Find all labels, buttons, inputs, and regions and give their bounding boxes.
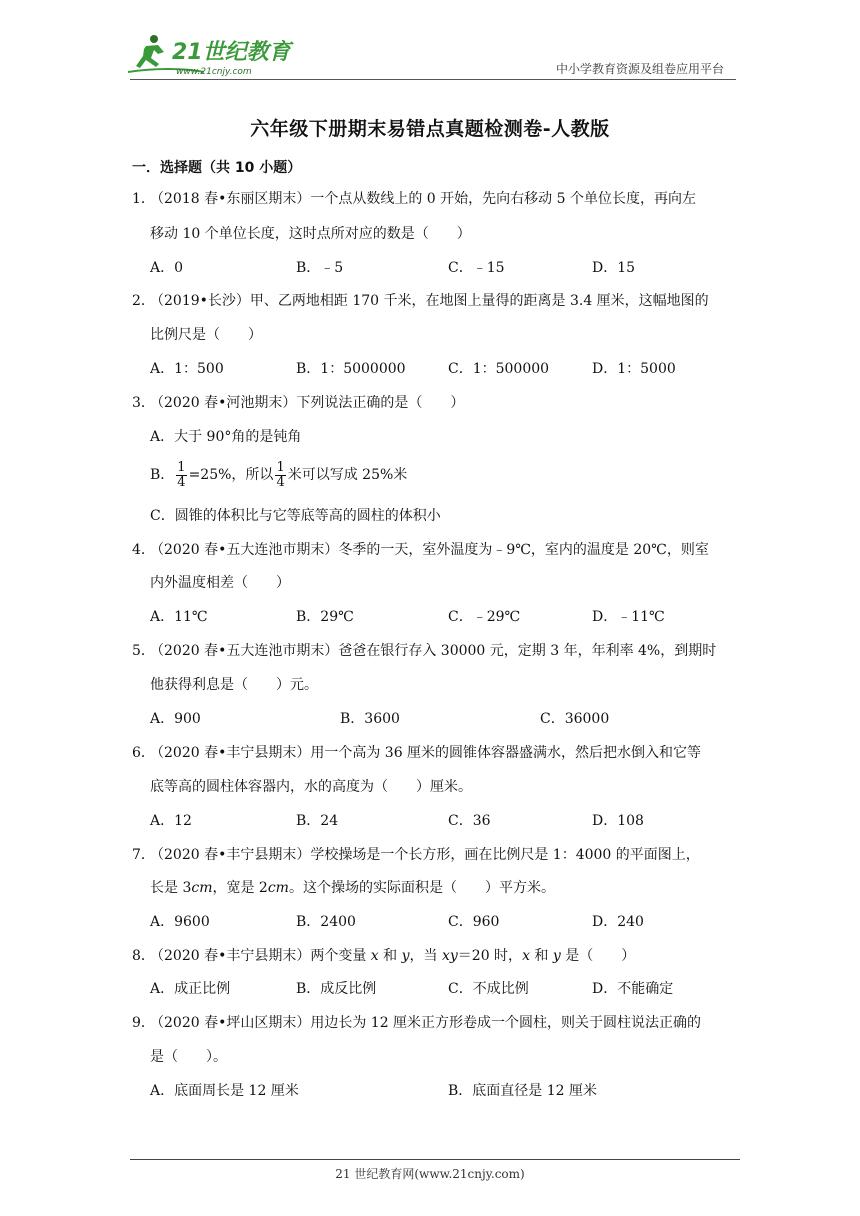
option-b: B．﹣5	[296, 260, 344, 276]
question-text: 他获得利息是（ ）元。	[150, 677, 318, 693]
header-divider	[130, 79, 736, 80]
option-b: B．24	[296, 813, 339, 829]
option-a: A．9600	[150, 914, 210, 930]
option-a: A．底面周长是 12 厘米	[150, 1083, 299, 1099]
fraction: $\frac{1}{4}$	[177, 459, 186, 490]
question-text: 比例尺是（ ）	[150, 327, 262, 343]
section-heading: 一．选择题（共 10 小题）	[132, 160, 302, 176]
question-number: 5．	[132, 643, 155, 659]
option-d: D．1：5000	[592, 361, 676, 377]
question-number: 6．	[132, 745, 155, 761]
option-c: C．圆锥的体积比与它等底等高的圆柱的体积小	[150, 508, 441, 524]
option-b: B．2400	[296, 914, 356, 930]
question-text: 内外温度相差（ ）	[150, 575, 290, 591]
option-b-text: =25%，所以	[188, 467, 274, 483]
option-b: B．底面直径是 12 厘米	[448, 1083, 598, 1099]
question-number: 8．	[132, 948, 155, 964]
page-title: 六年级下册期末易错点真题检测卷-人教版	[250, 118, 610, 140]
question-text: 是（ ）。	[150, 1049, 227, 1065]
option-a: A．11℃	[150, 609, 208, 625]
option-c: C．﹣15	[448, 260, 505, 276]
option-b: B．成反比例	[296, 981, 377, 997]
footer-text: 21 世纪教育网(www.21cnjy.com)	[335, 1167, 525, 1181]
option-d: D．240	[592, 914, 644, 930]
option-c: C．36000	[540, 711, 610, 727]
option-a: A．0	[150, 260, 184, 276]
option-a: A．12	[150, 813, 192, 829]
question-number: 2．	[132, 293, 155, 309]
option-c: C．960	[448, 914, 500, 930]
option-b: B．3600	[340, 711, 400, 727]
logo-text: 21世纪教育	[172, 40, 291, 65]
option-d: D．不能确定	[592, 981, 674, 997]
option-a: A．900	[150, 711, 201, 727]
question-text: （2020 春•五大连池市期末）冬季的一天，室外温度为﹣9℃，室内的温度是 20℃，则室	[150, 542, 709, 558]
question-number: 3．	[132, 395, 155, 411]
question-number: 4．	[132, 542, 155, 558]
option-a: A．成正比例	[150, 981, 231, 997]
page-header	[0, 0, 860, 80]
option-a: A．大于 90°角的是钝角	[150, 429, 302, 445]
option-c: C．1：500000	[448, 361, 550, 377]
question-text: （2020 春•丰宁县期末）用一个高为 36 厘米的圆锥体容器盛满水，然后把水倒入和它等	[150, 745, 702, 761]
question-text: （2020 春•丰宁县期末）两个变量 x 和 y，当 xy＝20 时，x 和 y 是（ ）	[150, 948, 636, 964]
option-b: B．29℃	[296, 609, 354, 625]
option-c: C．36	[448, 813, 491, 829]
fraction: $\frac{1}{4}$	[276, 459, 285, 490]
question-text: （2020 春•丰宁县期末）学校操场是一个长方形，画在比例尺是 1：4000 的平面图上，	[150, 847, 700, 863]
option-b: B．1：5000000	[296, 361, 406, 377]
option-c: C．﹣29℃	[448, 609, 521, 625]
option-a: A．1：500	[150, 361, 224, 377]
question-number: 7．	[132, 847, 155, 863]
option-b-label: B．	[150, 467, 175, 483]
question-text: （2019•长沙）甲、乙两地相距 170 千米，在地图上量得的距离是 3.4 厘米，这幅地图的	[150, 293, 709, 309]
question-text: 底等高的圆柱体容器内，水的高度为（ ）厘米。	[150, 779, 472, 795]
option-b-text-end: 米可以写成 25%米	[287, 467, 408, 483]
question-text: （2020 春•河池期末）下列说法正确的是（ ）	[150, 395, 465, 411]
option-d: D．108	[592, 813, 644, 829]
logo-url: www.21cnjy.com	[176, 67, 252, 77]
question-text: 长是 3cm，宽是 2cm。这个操场的实际面积是（ ）平方米。	[150, 880, 555, 896]
question-number: 1．	[132, 191, 155, 207]
option-d: D．15	[592, 260, 636, 276]
question-text: （2018 春•东丽区期末）一个点从数线上的 0 开始，先向右移动 5 个单位长度，再向左	[150, 191, 696, 207]
option-b	[150, 458, 407, 492]
question-text: 移动 10 个单位长度，这时点所对应的数是（ ）	[150, 226, 471, 242]
question-text: （2020 春•坪山区期末）用边长为 12 厘米正方形卷成一个圆柱，则关于圆柱说法正确的	[150, 1015, 702, 1031]
question-text: （2020 春•五大连池市期末）爸爸在银行存入 30000 元，定期 3 年，年利率 4%，到期时	[150, 643, 717, 659]
platform-label: 中小学教育资源及组卷应用平台	[555, 62, 724, 76]
option-d: D．﹣11℃	[592, 609, 665, 625]
question-number: 9．	[132, 1015, 155, 1031]
option-c: C．不成比例	[448, 981, 529, 997]
logo	[124, 32, 294, 78]
footer-divider	[130, 1159, 740, 1160]
